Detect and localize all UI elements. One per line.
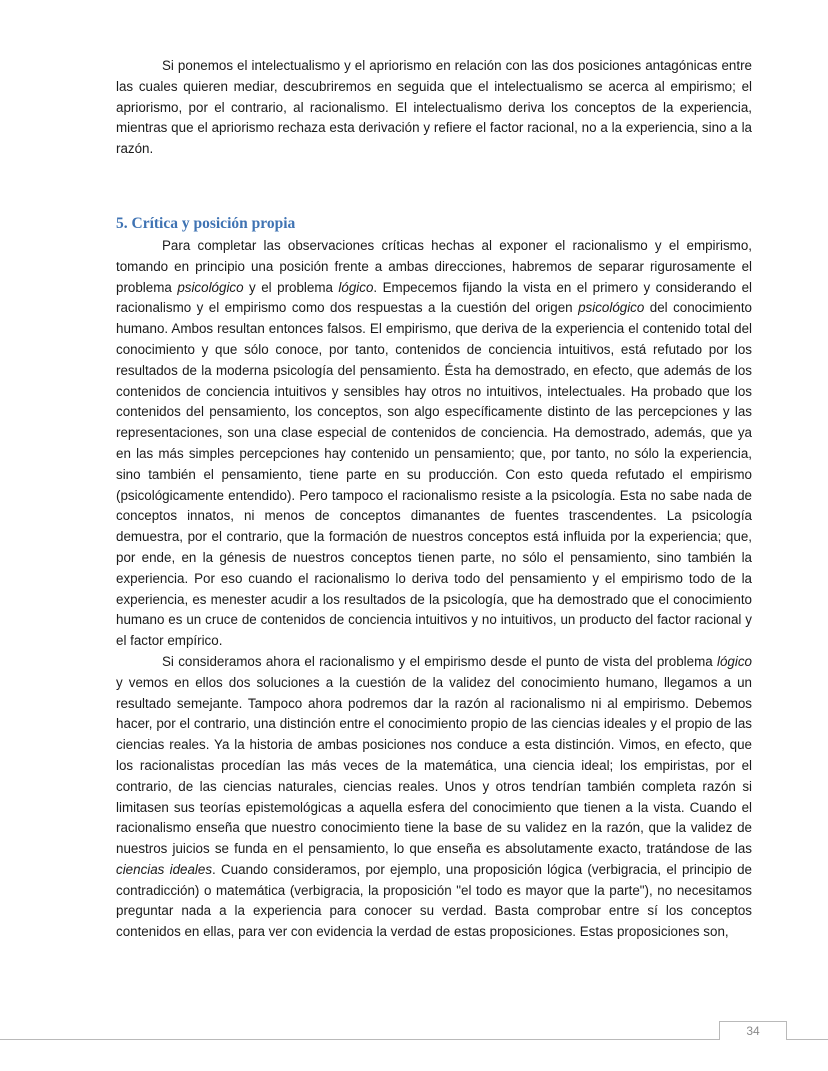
paragraph-2-text-d: del conocimiento humano. Ambos resultan entonces falsos. El empirismo, que deriva de la experiencia el contenido total del conocimiento y que sólo conoce, por tanto, contenidos de conciencia intuitivos, está refutado por los resultados de la moderna psicología del pensamiento. Ésta ha demostrado, en efecto, que además de los contenidos de conciencia intuitivos y sensibles hay otros no intuitivos, intelectuales. Ha probado que los contenidos del pensamiento, los conceptos, son algo específicamente distinto de las percepciones y las representaciones, son una clase especial de contenidos de conciencia. Ha demostrado, además, que ya en las más simples percepciones hay contenido un pensamiento; que, por tanto, no sólo la experiencia, sino también el pensamiento, tiene parte en su producción. Con esto queda refutado el empirismo (psicológicamente entendido). Pero tampoco el racionalismo resiste a la psicología. Esta no sabe nada de conceptos innatos, ni menos de conceptos dimanantes de fuentes trascendentes. La psicología demuestra, por el contrario, que la formación de nuestros conceptos está influida por la experiencia; que, por ende, en la génesis de nuestros conceptos tienen parte, no sólo el pensamiento, sino también la experiencia. Por eso cuando el racionalismo lo deriva todo del pensamiento y el empirismo todo de la experiencia, es menester acudir a los resultados de la psicología, que ha demostrado que el conocimiento humano es un cruce de contenidos de conciencia intuitivos y no intuitivos, un producto del factor racional y el factor empírico. [116,300,752,649]
page-content [116,56,752,943]
paragraph-3-text-c: . Cuando consideramos, por ejemplo, una proposición lógica (verbigracia, el principio de contradicción) o matemática (verbigracia, la proposición "el todo es mayor que la parte"), no necesitamos preguntar nada a la experiencia para conocer su verdad. Basta comprobar entre sí los conceptos contenidos en ellas, para ver con evidencia la verdad de estas proposiciones. Estas proposiciones son, [116,861,752,940]
page-number: 34 [746,1024,760,1038]
paragraph-2 [116,236,752,652]
paragraph-2-emphasis-b: lógico [338,279,374,295]
page-number-tab [719,1021,787,1040]
intro-paragraph: Si ponemos el intelectualismo y el apriorismo en relación con las dos posiciones antagónicas entre las cuales quieren mediar, descubriremos en seguida que el intelectualismo se acerca al empirismo; el apriorismo, por el contrario, al racionalismo. El intelectualismo deriva los conceptos de la experiencia, mientras que el apriorismo rechaza esta derivación y refiere el factor racional, no a la experiencia, sino a la razón. [116,58,752,157]
paragraph-2-text-b: y el problema [243,279,339,295]
paragraph-2-emphasis-a: psicológico [177,279,244,295]
paragraph-3-emphasis-a: lógico [717,653,752,669]
paragraph-3-text-b: y vemos en ellos dos soluciones a la cuestión de la validez del conocimiento humano, llegamos a un resultado semejante. Tampoco ahora podremos dar la razón al racionalismo ni al empirismo. Debemos hacer, por el contrario, una distinción entre el conocimiento propio de las ciencias ideales y el propio de las ciencias reales. Ya la historia de ambas posiciones nos conduce a esta distinción. Vimos, en efecto, que los racionalistas procedían las más veces de la matemática, una ciencia ideal; los empiristas, por el contrario, de las ciencias naturales, ciencias reales. Unos y otros tendrían también completa razón si limitasen sus teorías epistemológicas a aquella esfera del conocimiento que tienen a la vista. Cuando el racionalismo enseña que nuestro conocimiento tiene la base de su validez en la razón, que la validez de nuestros juicios se funda en el pensamiento, lo que enseña es absolutamente exacto, tratándose de las [116,674,752,857]
paragraph-2-emphasis-c: psicológico [578,300,645,316]
section-heading: 5. Crítica y posición propia [116,214,296,232]
paragraph-3-text-a: Si consideramos ahora el racionalismo y el empirismo desde el punto de vista del problema [162,653,717,669]
paragraph-2-text-c: . Empecemos fijando la vista en el primero y considerando el racionalismo y el empirismo como dos respuestas a la cuestión del origen [116,279,752,316]
footer-rule [0,1039,828,1040]
paragraph-3-emphasis-b: ciencias ideales [116,861,213,877]
paragraph-3 [116,652,752,943]
paragraph-2-text-a: Para completar las observaciones críticas hechas al exponer el racionalismo y el empirismo, tomando en principio una posición frente a ambas direcciones, habremos de separar rigurosamente el problema [116,237,752,295]
